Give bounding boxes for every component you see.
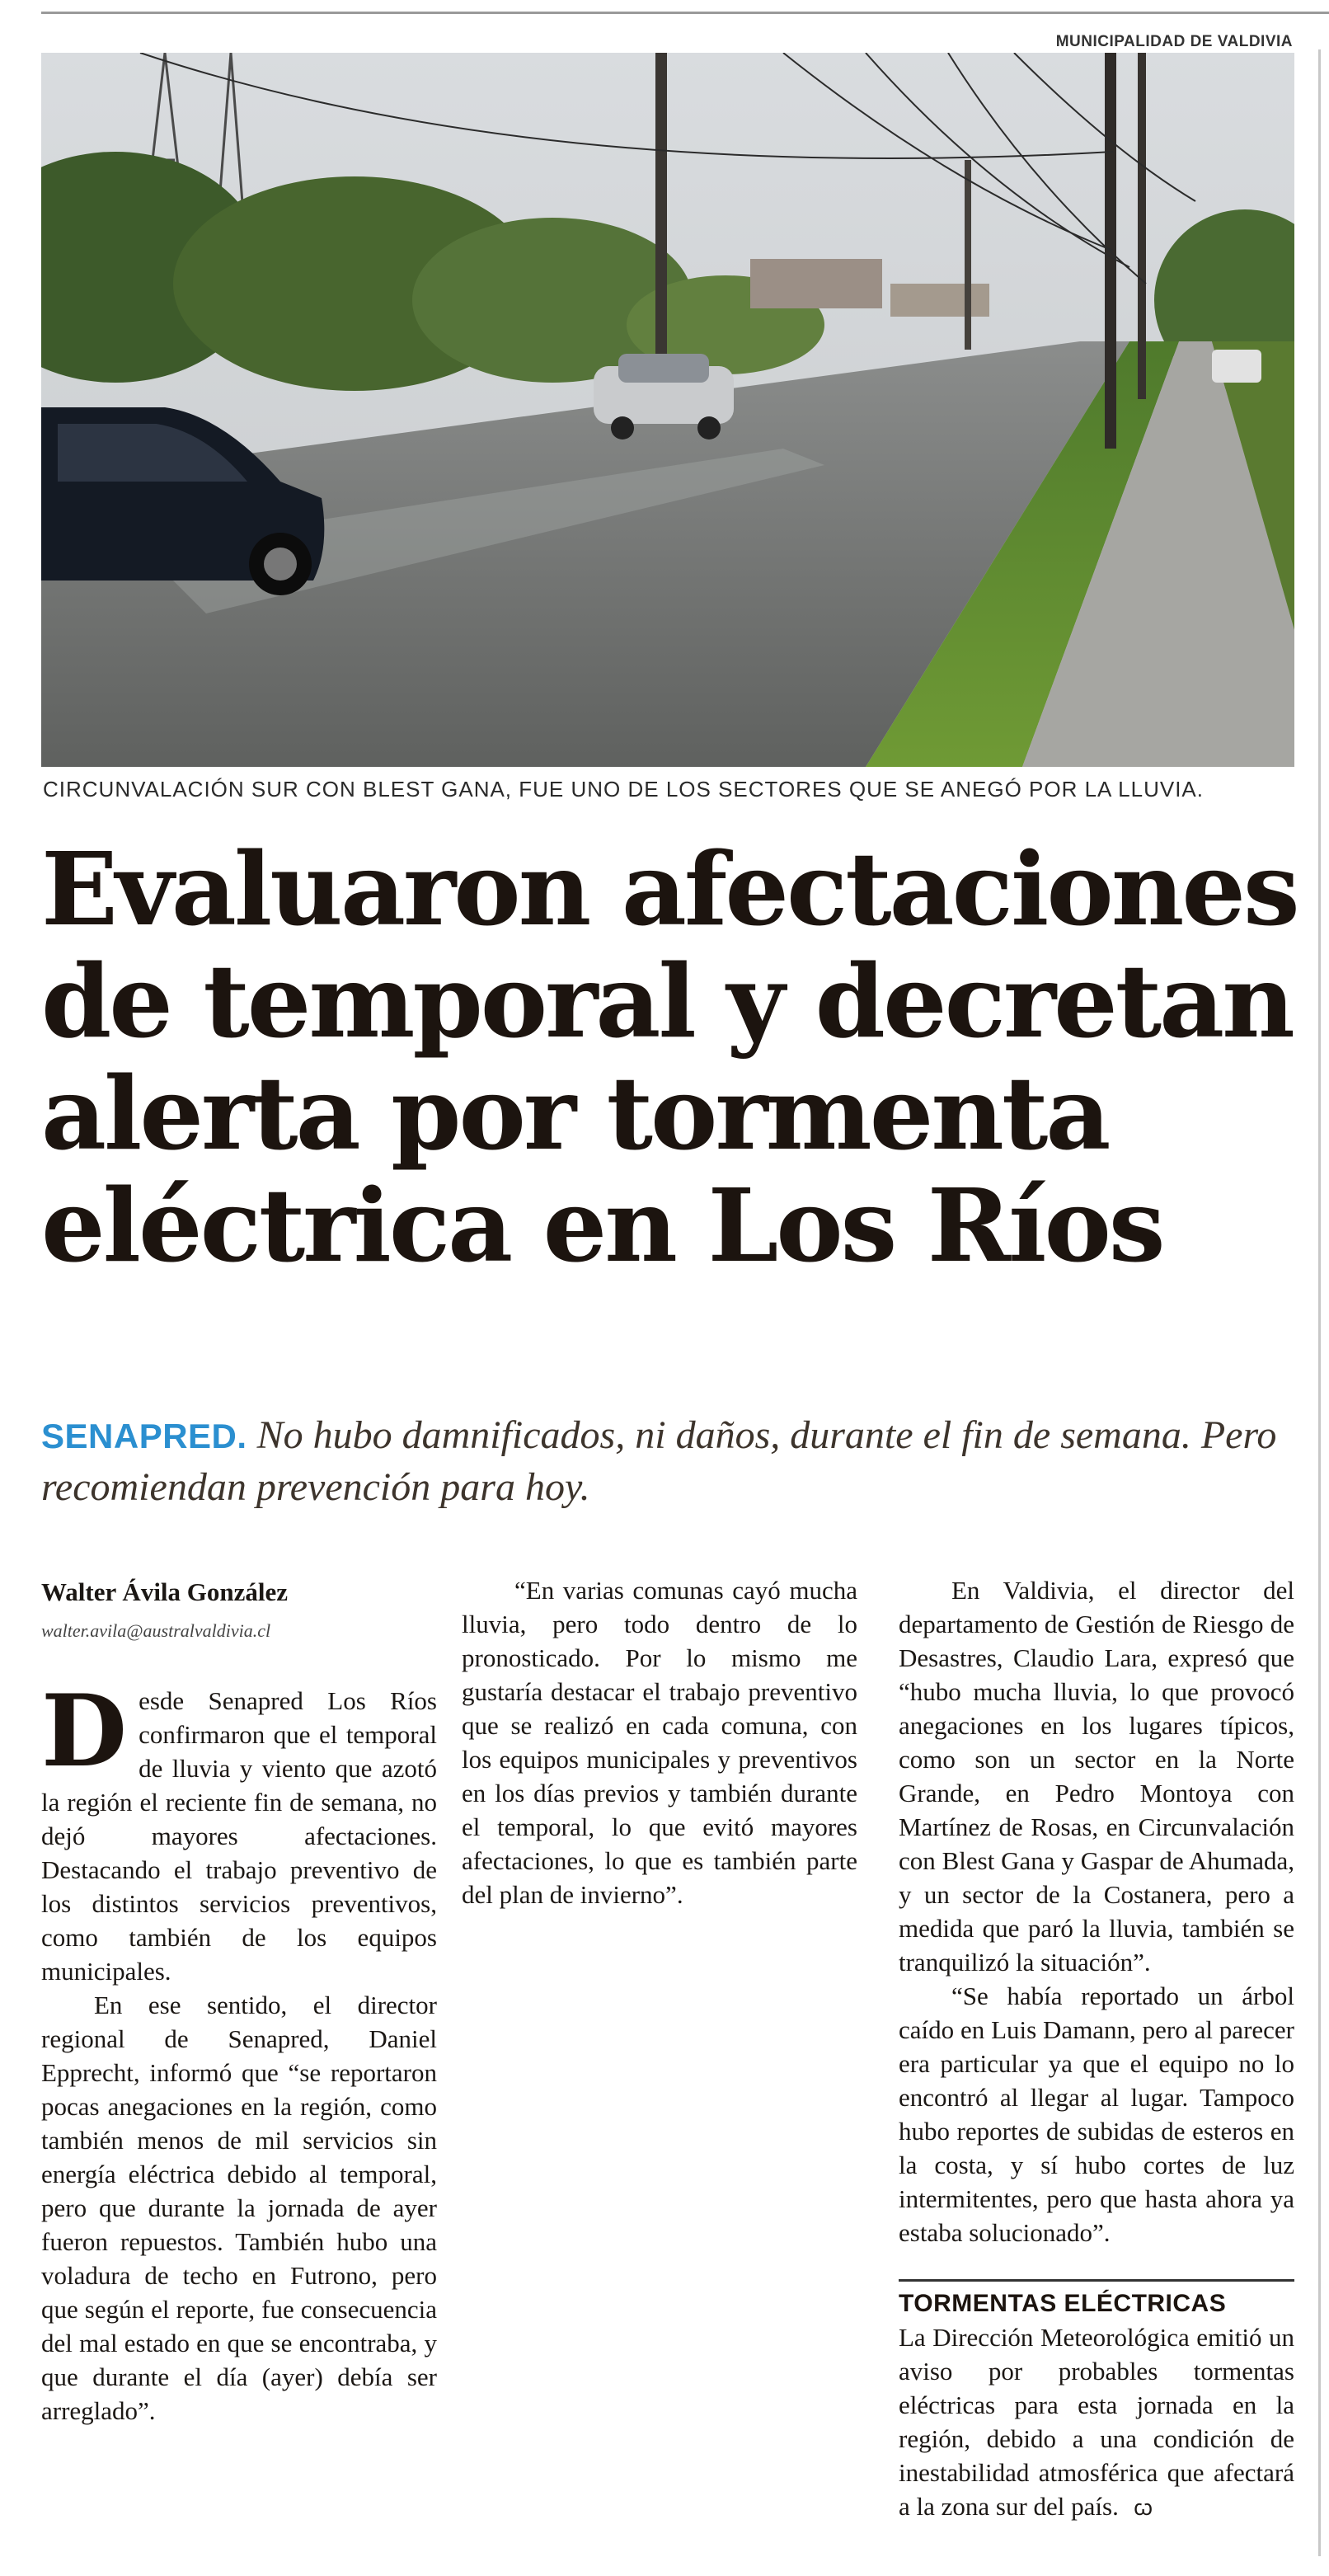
author-name: Walter Ávila González [41,1577,289,1606]
article-column-1 [41,1567,437,2428]
top-rule [41,12,1329,14]
paragraph-3: “En varias comunas cayó mucha lluvia, pero todo dentro de lo pronosticado. Por lo mismo me gustaría destacar el trabajo preventivo que se realizó en cada comuna, con los equipos municipales y preventivos en los días previos y también durante el temporal, lo que evitó mayores afectaciones, lo que es también parte del plan de invierno”. [462,1576,857,1909]
article-column-2 [462,1573,857,1911]
paragraph-6-text: La Dirección Meteorológica emitió un aviso por probables tormentas eléctricas para esta jornada en la región, debido a una condición de inestabilidad atmosférica que afectará a la zona sur del país. [899,2323,1294,2521]
deck [41,1410,1294,1513]
drop-cap: D [41,1673,128,1789]
paragraph-5: “Se había reportado un árbol caído en Luis Damann, pero al parecer era particular ya que el equipo no lo encontró al llegar al lugar. Tampoco hubo reportes de subidas de esteros en la costa, y sí hubo cortes de luz intermitentes, pero que hasta ahora ya estaba solucionado”. [899,1981,1294,2247]
paragraph-2: En ese sentido, el director regional de Senapred, Daniel Epprecht, informó que “se reportaron pocas anegaciones en la región, como también menos de mil servicios sin energía eléctrica debido al temporal, pero que durante la jornada de ayer fueron repuestos. También hubo una voladura de techo en Futrono, pero que según el reporte, fue consecuencia del mal estado en que se encontraba, y que durante el día (ayer) debía ser arreglado”. [41,1991,437,2425]
subhead: TORMENTAS ELÉCTRICAS [899,2279,1294,2320]
flooded-street-photo [41,53,1294,767]
headline: Evaluaron afectaciones de temporal y decretan alerta por tormenta eléctrica en Los Ríos [41,830,1298,1285]
end-mark-icon: ꞷ [1133,2496,1153,2521]
paragraph-4: En Valdivia, el director del departamento de Gestión de Riesgo de Desastres, Claudio Lara, expresó que “hubo mucha lluvia, lo que provocó anegaciones en los lugares típicos, como son un sector en la Norte Grande, en Pedro Montoya con Martínez de Rosas, en Circunvalación con Blest Gana y Gaspar de Ahumada, y un sector de la Costanera, pero a medida que paró la lluvia, también se tranquilizó la situación”. [899,1576,1294,1977]
deck-kicker: SENAPRED. [41,1417,247,1455]
paragraph-6 [899,2320,1294,2526]
author-email[interactable]: walter.avila@australvaldivia.cl [41,1620,271,1641]
article-photo [41,53,1294,767]
deck-text: No hubo damnificados, ni daños, durante el fin de semana. Pero recomiendan prevención para hoy. [41,1413,1277,1509]
article-column-3 [899,1573,1294,2526]
photo-caption: CIRCUNVALACIÓN SUR CON BLEST GANA, FUE UNO DE LOS SECTORES QUE SE ANEGÓ POR LA LLUVIA. [43,777,1205,801]
paragraph-1 [41,1673,437,1988]
paragraph-1-text: esde Senapred Los Ríos confirmaron que el temporal de lluvia y viento que azotó la región el reciente fin de semana, no dejó mayores afectaciones. Destacando el trabajo preventivo de los distintos servicios preventivos, como también de los equipos municipales. [41,1686,437,1986]
page-edge-rule [1318,49,1321,2556]
section-label: MUNICIPALIDAD DE VALDIVIA [1055,33,1293,50]
